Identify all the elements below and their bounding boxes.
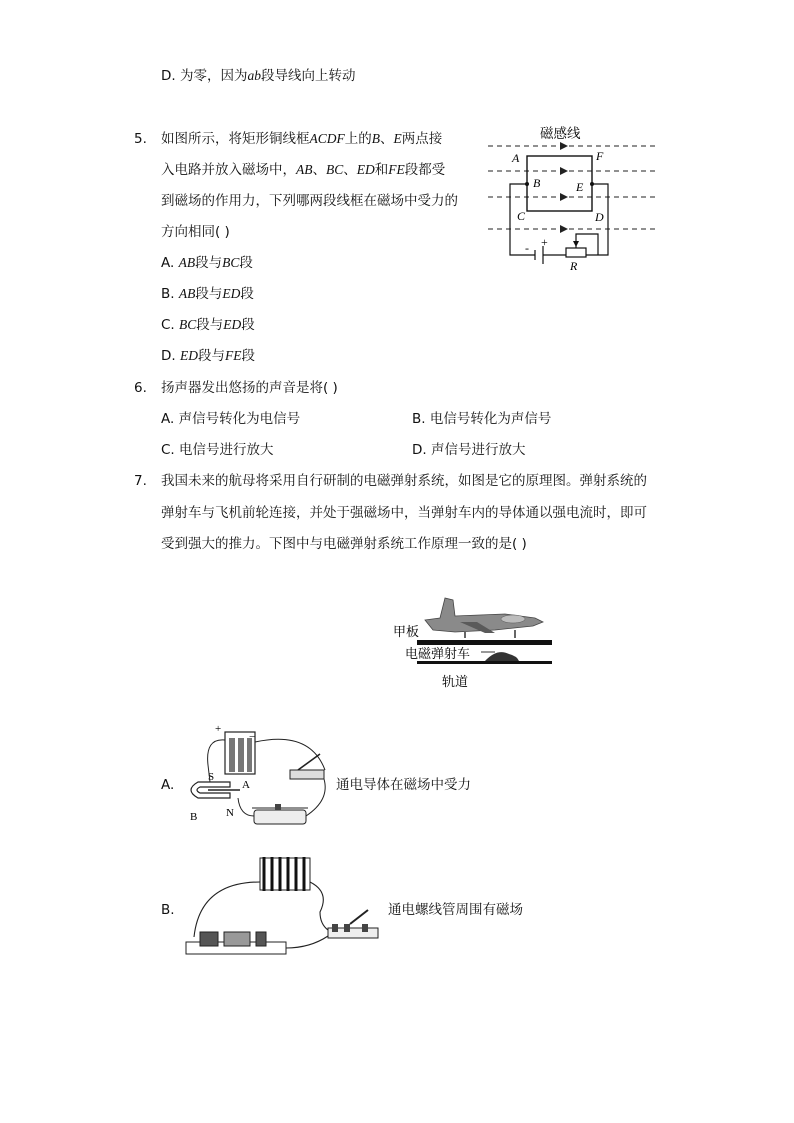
text: 如图所示，将矩形铜线框: [161, 131, 310, 147]
var: BC: [179, 317, 197, 332]
plus-label: +: [215, 723, 222, 735]
var: FE: [388, 162, 405, 177]
option-label: A.: [161, 255, 179, 271]
var: E: [393, 131, 402, 146]
q7-option-a-figure: [180, 720, 340, 840]
q6-number: 6.: [134, 380, 147, 396]
text: 段与: [196, 317, 224, 333]
q5-wire-frame-figure: [480, 120, 670, 278]
q5-option-d: [161, 346, 255, 366]
q7-stem-line-1: 我国未来的航母将采用自行研制的电磁弹射系统，如图是它的原理图。弹射系统的: [161, 473, 647, 489]
q4-option-d-suffix: 段导线向上转动: [260, 68, 356, 84]
text: 段都受: [404, 162, 446, 178]
q7-option-b-figure: [180, 852, 385, 967]
q6-option-a: A. 声信号转化为电信号: [161, 411, 301, 427]
q7-stem-line-3: 受到强大的推力。下图中与电磁弹射系统工作原理一致的是( ): [161, 536, 527, 552]
horseshoe-magnet-icon: [191, 782, 240, 798]
label-f: F: [596, 149, 604, 163]
minus-label: −: [249, 731, 256, 743]
q7-stem-line-2: 弹射车与飞机前轮连接，并处于强磁场中，当弹射车内的导体通以强电流时，即可: [161, 505, 647, 521]
label-a: A: [512, 151, 520, 165]
var: ED: [223, 317, 242, 332]
label-plus: +: [541, 235, 548, 249]
q4-option-d: [161, 66, 355, 86]
label-d: D: [595, 210, 604, 224]
q5-stem-line-4: 方向相同( ): [161, 224, 230, 240]
var: BC: [326, 162, 344, 177]
rheostat-icon: [252, 804, 308, 824]
label-b: B: [533, 176, 541, 190]
q4-option-d-var: ab: [247, 68, 261, 83]
text: 两点接: [401, 131, 443, 147]
option-label: D.: [161, 348, 180, 364]
var: ACDF: [309, 131, 345, 146]
q7-option-b-label: B.: [161, 902, 175, 918]
point-b-label: B: [190, 811, 198, 823]
option-label: C.: [161, 317, 180, 333]
label-e: E: [576, 180, 584, 194]
switch-icon: [328, 910, 378, 938]
text: 段与: [195, 255, 223, 271]
q7-option-b-caption: 通电螺线管周围有磁场: [388, 902, 523, 918]
fighter-jet-icon: [425, 598, 543, 638]
track-bar: [417, 661, 552, 664]
deck-bar: [417, 640, 552, 645]
text: 入电路并放入磁场中，: [161, 162, 296, 178]
q5-stem-line-2: [161, 160, 445, 180]
catapult-car-label: 电磁弹射车: [405, 646, 471, 661]
text: 段: [239, 255, 253, 271]
q5-stem-line-3: 到磁场的作用力，下列哪两段线框在磁场中受力的: [161, 193, 458, 209]
label-minus: -: [525, 241, 529, 255]
text: 段与: [197, 348, 225, 364]
label-r: R: [570, 259, 578, 273]
q5-option-b: [161, 284, 254, 304]
var: FE: [224, 348, 242, 363]
q5-stem-line-1: [161, 129, 442, 149]
var: B: [371, 131, 380, 146]
var: ED: [356, 162, 375, 177]
q4-option-d-prefix: D. 为零，因为: [161, 68, 248, 84]
q6-option-d: D. 声信号进行放大: [412, 442, 526, 458]
text: 段: [240, 286, 254, 302]
var: AB: [178, 255, 196, 270]
deck-label: 甲板: [393, 624, 420, 639]
q7-option-a-caption: 通电导体在磁场中受力: [336, 777, 471, 793]
var: AB: [178, 286, 196, 301]
q6-option-b: B. 电信号转化为声信号: [412, 411, 552, 427]
n-pole-label: N: [226, 807, 234, 819]
q7-number: 7.: [134, 473, 147, 489]
s-pole-label: S: [208, 771, 215, 783]
q5-option-c: [161, 315, 255, 335]
var: AB: [296, 162, 313, 177]
catapult-car-icon: [485, 652, 519, 661]
label-c: C: [517, 209, 526, 223]
q5-option-a: [161, 253, 253, 273]
q6-option-c: C. 电信号进行放大: [161, 442, 274, 458]
text: 段与: [195, 286, 223, 302]
track-label: 轨道: [442, 674, 469, 689]
rheostat-slider-icon: [573, 241, 579, 247]
var: ED: [179, 348, 198, 363]
q7-catapult-figure: [385, 588, 560, 693]
q5-number: 5.: [134, 131, 147, 147]
text: 段: [241, 348, 255, 364]
option-label: B.: [161, 286, 179, 302]
text: 和: [374, 162, 389, 178]
var: ED: [222, 286, 241, 301]
q7-option-a-label: A.: [161, 777, 175, 793]
point-a-label: A: [242, 779, 250, 791]
text: 、: [343, 162, 357, 178]
q6-stem: 扬声器发出悠扬的声音是将( ): [161, 380, 338, 396]
battery-cells-icon: [200, 932, 266, 946]
var: BC: [222, 255, 240, 270]
solenoid-coil-icon: [260, 857, 310, 891]
field-lines-title: 磁感线: [540, 126, 581, 141]
text: 段: [241, 317, 255, 333]
text: 上的: [344, 131, 372, 147]
text: 、: [380, 131, 394, 147]
text: 、: [312, 162, 326, 178]
